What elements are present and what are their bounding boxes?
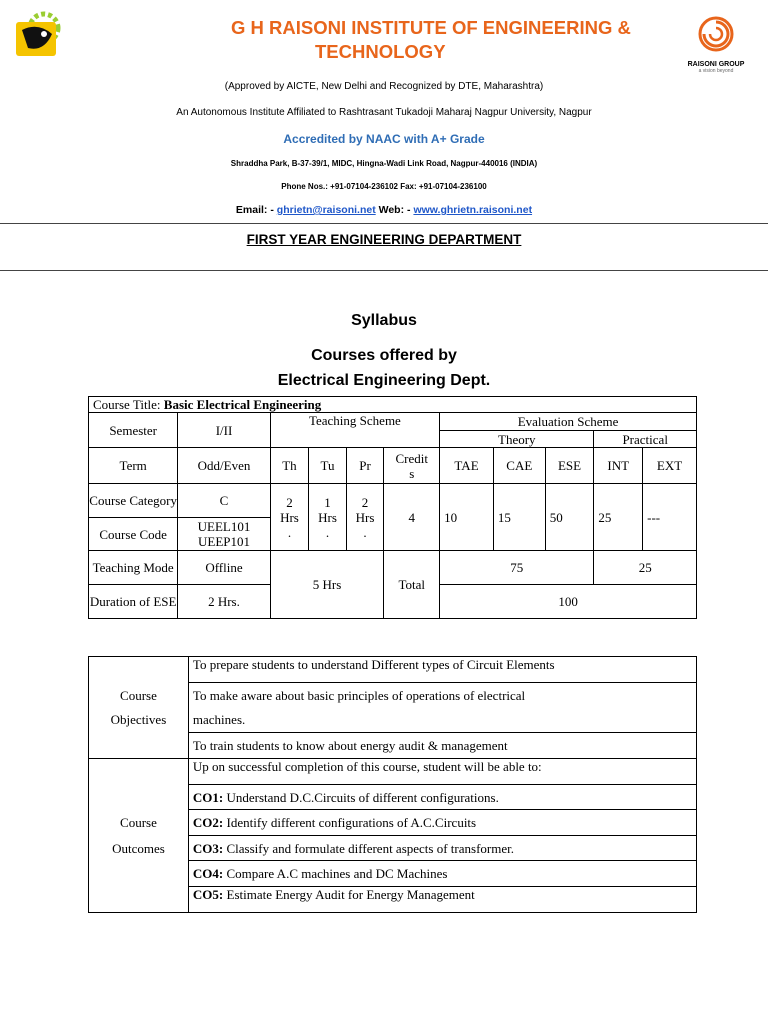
syllabus-title: Syllabus: [351, 312, 417, 329]
pr-header: Pr: [346, 448, 384, 484]
email-label: Email: -: [235, 204, 274, 216]
header-divider-bottom: [0, 270, 768, 271]
phone-text: Phone Nos.: +91-07104-236102 Fax: +91-07104-236100: [281, 182, 487, 191]
course-table: [88, 396, 697, 619]
semester-value: I/II: [178, 413, 270, 448]
course-title: Basic Electrical Engineering: [163, 397, 322, 412]
outcome-co4: CO4: Compare A.C machines and DC Machines: [188, 861, 696, 887]
tae-header: TAE: [440, 448, 494, 484]
address-text: Shraddha Park, B-37-39/1, MIDC, Hingna-Wadi Link Road, Nagpur-440016 (INDIA): [230, 159, 538, 168]
tu-header: Tu: [309, 448, 347, 484]
theory-header: Theory: [440, 431, 594, 448]
tae-value: 10: [440, 484, 494, 551]
term-label: Term: [89, 448, 178, 484]
objective-2: To make aware about basic principles of operations of electrical machines.: [188, 683, 696, 733]
naac-accreditation: Accredited by NAAC with A+ Grade: [283, 132, 485, 146]
ese-value: 50: [545, 484, 594, 551]
th-header: Th: [270, 448, 309, 484]
evaluation-scheme-header: Evaluation Scheme: [440, 413, 697, 431]
duration-value: 2 Hrs.: [178, 585, 270, 619]
approval-text: (Approved by AICTE, New Delhi and Recognized by DTE, Maharashtra): [224, 81, 544, 92]
course-category-label: Course Category: [89, 484, 178, 518]
objectives-label: Course Objectives: [89, 657, 189, 759]
course-code-value: UEEL101 UEEP101: [178, 518, 270, 551]
credits-header: [384, 448, 440, 484]
grand-total: 100: [440, 585, 697, 619]
course-category-value: C: [178, 484, 270, 518]
outcomes-intro: Up on successful completion of this course, student will be able to:: [188, 759, 696, 785]
raisoni-group-logo: [686, 14, 746, 78]
outcome-co5: CO5: Estimate Energy Audit for Energy Management: [188, 887, 696, 913]
term-value: Odd/Even: [178, 448, 270, 484]
ext-header: EXT: [643, 448, 697, 484]
institute-name-line1: G H RAISONI INSTITUTE OF ENGINEERING &: [231, 17, 631, 38]
institute-name-line2: TECHNOLOGY: [315, 41, 446, 62]
objectives-outcomes-table: [88, 656, 697, 913]
courses-offered-line: Courses offered by: [311, 347, 457, 364]
institute-name: [231, 16, 631, 64]
objective-1: To prepare students to understand Different types of Circuit Elements: [188, 657, 696, 683]
th-hours: 2 Hrs .: [270, 484, 309, 551]
cae-value: 15: [493, 484, 545, 551]
course-title-label: Course Title:: [93, 397, 161, 412]
header-divider-top: [0, 223, 768, 224]
outcomes-label: Course Outcomes: [89, 759, 189, 913]
duration-label: Duration of ESE: [89, 585, 178, 619]
department-title: FIRST YEAR ENGINEERING DEPARTMENT: [246, 232, 522, 247]
course-title-cell: [89, 397, 697, 413]
web-link[interactable]: www.ghrietn.raisoni.net: [413, 204, 533, 216]
course-code-label: Course Code: [89, 518, 178, 551]
teaching-mode-value: Offline: [178, 551, 270, 585]
credits-header-l1: Credit: [395, 450, 428, 466]
theory-total: 75: [440, 551, 594, 585]
practical-header: Practical: [594, 431, 697, 448]
teaching-mode-label: Teaching Mode: [89, 551, 178, 585]
semester-label: Semester: [89, 413, 178, 448]
practical-total: 25: [594, 551, 697, 585]
total-hours: 5 Hrs: [270, 551, 384, 619]
affiliation-text: An Autonomous Institute Affiliated to Rashtrasant Tukadoji Maharaj Nagpur University, Nagpur: [176, 107, 592, 118]
total-label: Total: [384, 551, 440, 619]
pr-hours: 2 Hrs .: [346, 484, 384, 551]
email-link[interactable]: ghrietn@raisoni.net: [276, 204, 376, 216]
outcome-co1: CO1: Understand D.C.Circuits of different configurations.: [188, 785, 696, 810]
credits-header-l2: s: [409, 465, 415, 481]
ext-value: ---: [643, 484, 697, 551]
objective-3: To train students to know about energy audit & management: [188, 733, 696, 759]
ese-header: ESE: [545, 448, 594, 484]
contact-line: [0, 204, 768, 216]
outcome-co2: CO2: Identify different configurations of A.C.Circuits: [188, 810, 696, 836]
int-value: 25: [594, 484, 643, 551]
group-logo-tagline: a vision beyond: [698, 68, 734, 74]
tu-hours: 1 Hrs .: [309, 484, 347, 551]
web-label: Web: -: [378, 204, 411, 216]
group-logo-text: RAISONI GROUP: [687, 61, 745, 68]
department-name-line: Electrical Engineering Dept.: [277, 372, 491, 389]
cae-header: CAE: [493, 448, 545, 484]
int-header: INT: [594, 448, 643, 484]
outcome-co3: CO3: Classify and formulate different aspects of transformer.: [188, 836, 696, 861]
teaching-scheme-header: Teaching Scheme: [270, 413, 439, 448]
institute-logo: [14, 8, 66, 64]
credits-value: 4: [384, 484, 440, 551]
